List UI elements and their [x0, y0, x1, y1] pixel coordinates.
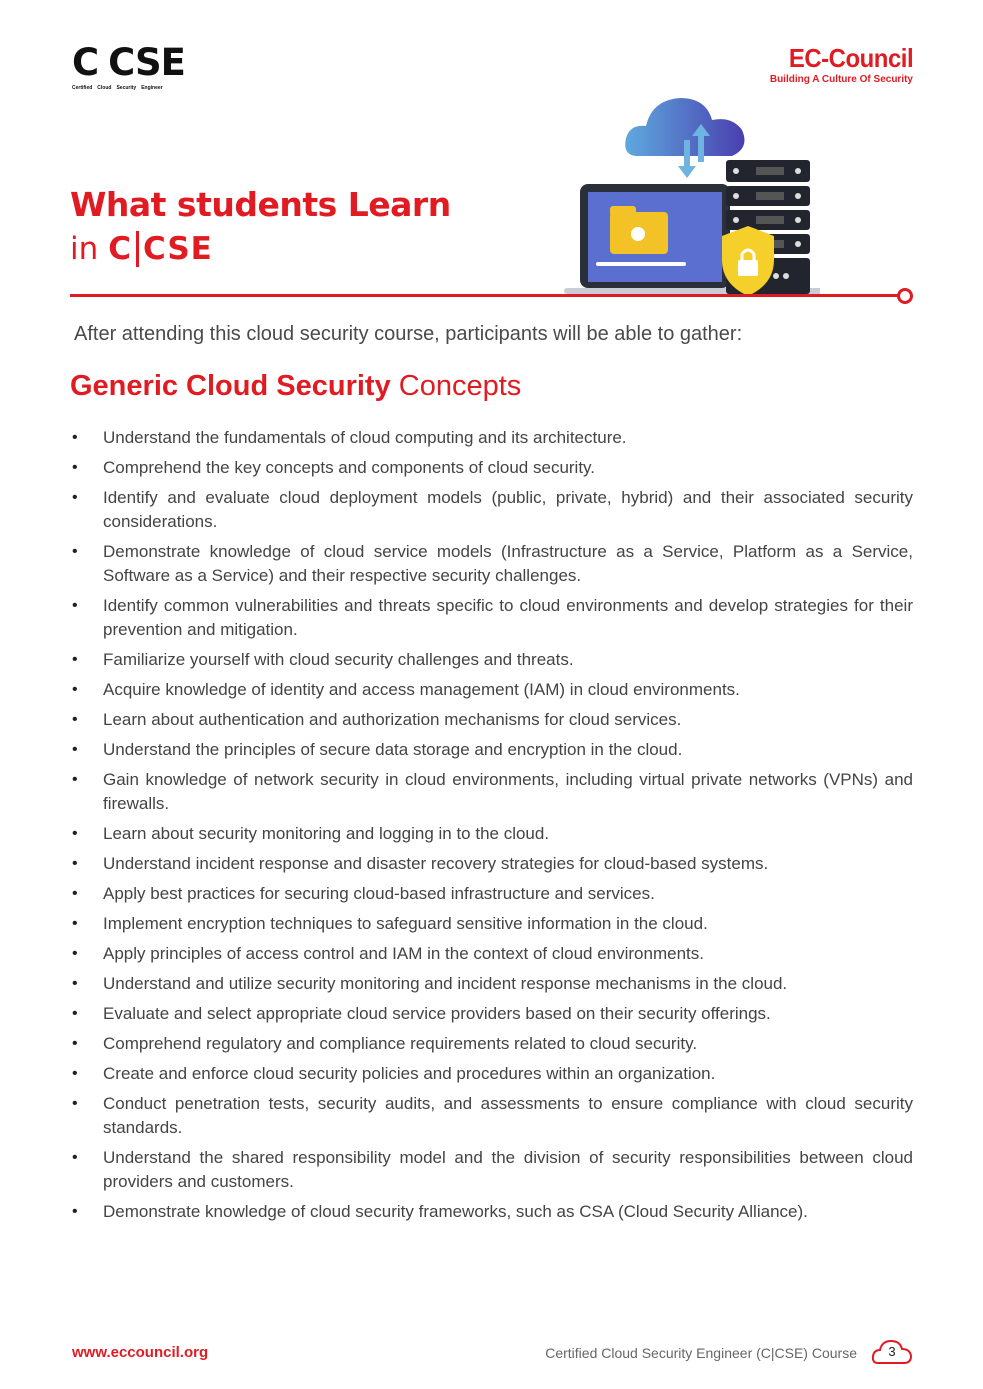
ccse-logo-sub-word: Engineer	[141, 85, 163, 91]
learning-outcomes-list	[70, 426, 913, 1230]
ccse-logo	[72, 41, 185, 92]
ccse-logo-mark	[72, 41, 185, 84]
ccse-logo-left: C	[72, 41, 99, 84]
ccse-logo-sub-word: Security	[116, 85, 137, 91]
section-title-bold: Generic Cloud Security	[70, 370, 391, 402]
heading-line-1: What students Learn	[70, 185, 451, 224]
list-item: • Conduct penetration tests, security audits, and assessments to ensure compliance with cloud security standards.	[70, 1092, 913, 1140]
list-item: • Apply best practices for securing cloud-based infrastructure and services.	[70, 882, 913, 906]
list-item: • Identify and evaluate cloud deployment models (public, private, hybrid) and their associated security considerations.	[70, 486, 913, 534]
section-title-light: Concepts	[390, 370, 522, 402]
list-item: • Understand the shared responsibility model and the division of security responsibilities between cloud providers and customers.	[70, 1146, 913, 1194]
list-item: • Understand and utilize security monitoring and incident response mechanisms in the cloud.	[70, 972, 913, 996]
list-item: • Demonstrate knowledge of cloud service models (Infrastructure as a Service, Platform as a Service, Software as a Service) and their respective security challenges.	[70, 540, 913, 588]
section-title	[70, 370, 521, 403]
list-item: • Identify common vulnerabilities and threats specific to cloud environments and develop strategies for their prevention and mitigation.	[70, 594, 913, 642]
list-item: • Demonstrate knowledge of cloud security frameworks, such as CSA (Cloud Security Alliance).	[70, 1200, 913, 1224]
list-item: • Understand the principles of secure data storage and encryption in the cloud.	[70, 738, 913, 762]
brand-name: EC-Council	[788, 43, 913, 73]
list-item: • Apply principles of access control and IAM in the context of cloud environments.	[70, 942, 913, 966]
ccse-logo-subtitle	[72, 85, 182, 91]
ccse-logo-sub-word: Cloud	[97, 85, 112, 91]
ec-council-logo	[770, 44, 913, 85]
ccse-logo-right: CSE	[108, 41, 185, 84]
heading-line-2-prefix: in	[70, 231, 99, 267]
divider-end-circle	[897, 288, 913, 304]
ccse-logo-sub-word: Certified	[72, 85, 93, 91]
heading-ccse-left: C	[108, 231, 133, 267]
list-item: • Familiarize yourself with cloud security challenges and threats.	[70, 648, 913, 672]
list-item: • Learn about authentication and authorization mechanisms for cloud services.	[70, 708, 913, 732]
brand-tagline: Building A Culture Of Security	[769, 74, 913, 85]
heading-line-2	[70, 227, 451, 271]
list-item: • Comprehend regulatory and compliance requirements related to cloud security.	[70, 1032, 913, 1056]
list-item: • Comprehend the key concepts and components of cloud security.	[70, 456, 913, 480]
list-item: • Implement encryption techniques to safeguard sensitive information in the cloud.	[70, 912, 913, 936]
list-item: • Create and enforce cloud security policies and procedures within an organization.	[70, 1062, 913, 1086]
cloud-server-laptop-security-illustration	[560, 88, 820, 300]
list-item: • Acquire knowledge of identity and access management (IAM) in cloud environments.	[70, 678, 913, 702]
heading-ccse-mark	[108, 227, 213, 271]
page-number: 3	[888, 1344, 896, 1359]
heading-divider-line	[70, 294, 900, 297]
list-item: • Evaluate and select appropriate cloud service providers based on their security offerings.	[70, 1002, 913, 1026]
footer-course-title: Certified Cloud Security Engineer (C|CSE) Course	[545, 1345, 857, 1361]
heading-ccse-right: CSE	[143, 231, 213, 267]
footer-website-link[interactable]: www.eccouncil.org	[72, 1344, 209, 1361]
page-heading	[70, 183, 451, 271]
list-item: • Understand incident response and disaster recovery strategies for cloud-based systems.	[70, 852, 913, 876]
intro-text: After attending this cloud security course, participants will be able to gather:	[74, 323, 743, 345]
list-item: • Understand the fundamentals of cloud computing and its architecture.	[70, 426, 913, 450]
list-item: • Learn about security monitoring and logging in to the cloud.	[70, 822, 913, 846]
heading-ccse-divider	[136, 231, 139, 267]
list-item: • Gain knowledge of network security in cloud environments, including virtual private networks (VPNs) and firewalls.	[70, 768, 913, 816]
progress-line	[596, 262, 686, 266]
folder-icon	[610, 206, 668, 254]
